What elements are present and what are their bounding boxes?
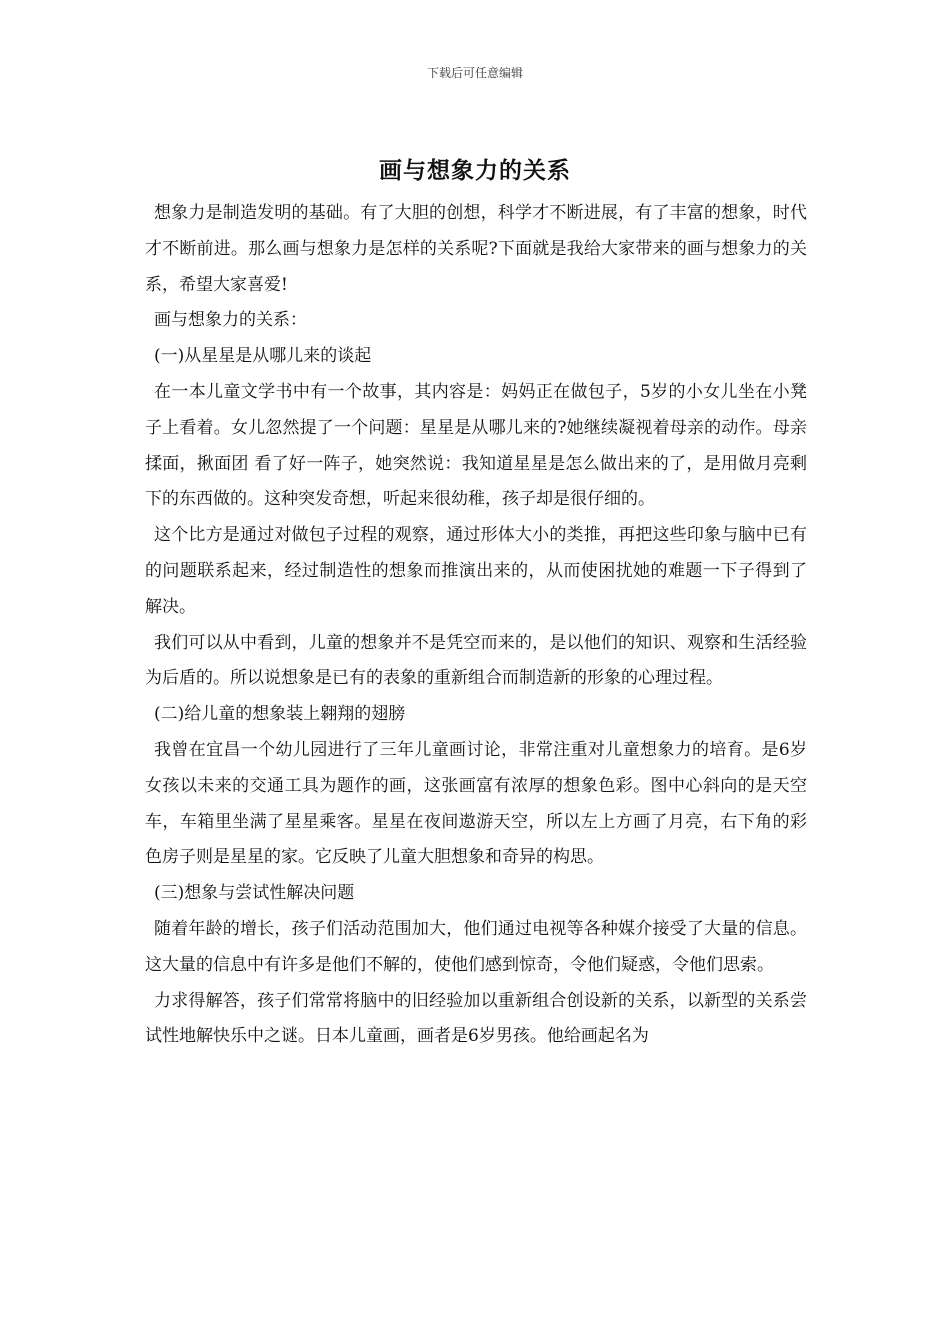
paragraph: 想象力是制造发明的基础。有了大胆的创想，科学才不断进展，有了丰富的想象，时代才不断前进。那么画与想象力是怎样的关系呢?下面就是我给大家带来的画与想象力的关系，希望大家喜爱! bbox=[145, 203, 807, 295]
section-heading: (二)给儿童的想象装上翱翔的翅膀 bbox=[154, 704, 406, 725]
paragraph: 力求得解答，孩子们常常将脑中的旧经验加以重新组合创设新的关系，以新型的关系尝试性地解快乐中之谜。日本儿童画，画者是6岁男孩。他给画起名为 bbox=[145, 990, 807, 1047]
paragraph: 这个比方是通过对做包子过程的观察，通过形体大小的类推，再把这些印象与脑中已有的问题联系起来，经过制造性的想象而推演出来的，从而使困扰她的难题一下子得到了解决。 bbox=[145, 525, 807, 617]
paragraph: 随着年龄的增长，孩子们活动范围加大，他们通过电视等各种媒介接受了大量的信息。这大量的信息中有许多是他们不解的，使他们感到惊奇，令他们疑惑，令他们思索。 bbox=[145, 918, 807, 975]
paragraph: 在一本儿童文学书中有一个故事，其内容是：妈妈正在做包子，5岁的小女儿坐在小凳子上看着。女儿忽然提了一个问题：星星是从哪儿来的?她继续凝视着母亲的动作。母亲揉面，揪面团 看了好一阵子，她突然说：我知道星星是怎么做出来的了，是用做月亮剩下的东西做的。这种突发奇想，听起来很幼稚，孩子却是很仔细的。 bbox=[145, 381, 807, 510]
paragraph: 我曾在宜昌一个幼儿园进行了三年儿童画讨论，非常注重对儿童想象力的培育。是6岁女孩以未来的交通工具为题作的画，这张画富有浓厚的想象色彩。图中心斜向的是天空车，车箱里坐满了星星乘客。星星在夜间遨游天空，所以左上方画了月亮，右下角的彩色房子则是星星的家。它反映了儿童大胆想象和奇异的构思。 bbox=[145, 739, 807, 868]
paragraph: 画与想象力的关系： bbox=[154, 310, 307, 331]
paragraph: 我们可以从中看到，儿童的想象并不是凭空而来的，是以他们的知识、观察和生活经验为后盾的。所以说想象是已有的表象的重新组合而制造新的形象的心理过程。 bbox=[145, 632, 807, 689]
page-title: 画与想象力的关系 bbox=[379, 157, 571, 184]
article-body bbox=[145, 196, 807, 1055]
section-heading: (三)想象与尝试性解决问题 bbox=[154, 883, 355, 904]
header-note: 下载后可任意编辑 bbox=[426, 66, 523, 80]
section-heading: (一)从星星是从哪儿来的谈起 bbox=[154, 346, 372, 367]
